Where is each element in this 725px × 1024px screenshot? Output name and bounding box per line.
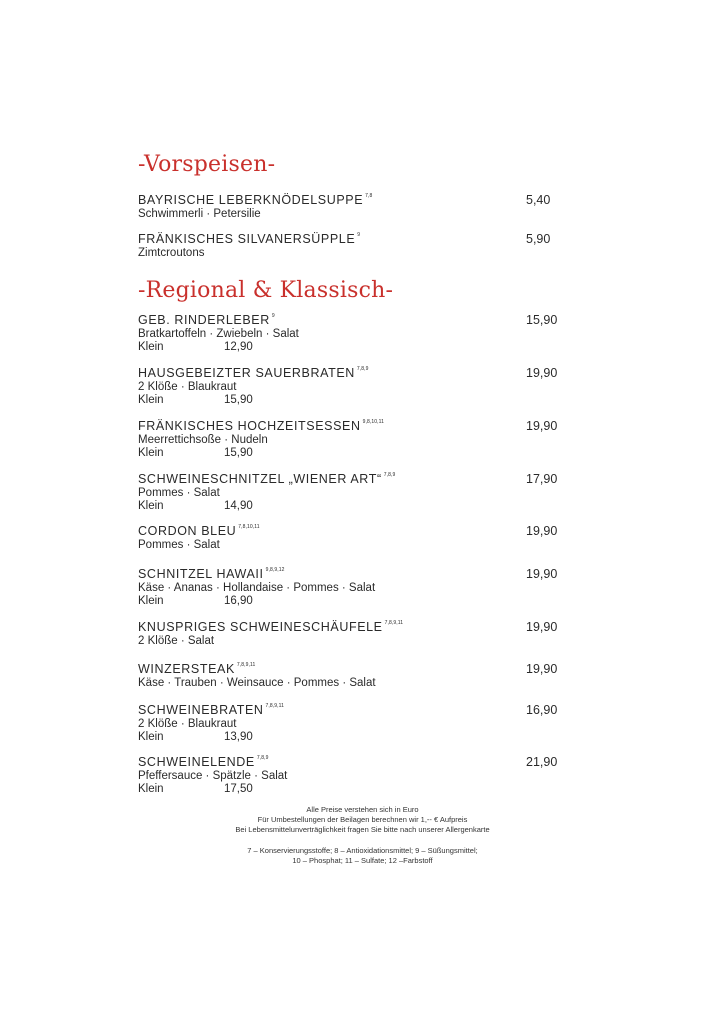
item-price: 21,90: [526, 755, 558, 769]
item-description: Pommes · Salat: [138, 487, 220, 499]
item-price: 5,90: [526, 232, 551, 246]
legend-line: 7 – Konservierungsstoffe; 8 – Antioxidationsmittel; 9 – Süßungsmittel;: [247, 846, 478, 855]
menu-item: [138, 472, 568, 512]
item-description: Bratkartoffeln · Zwiebeln · Salat: [138, 328, 299, 340]
item-description: Käse · Ananas · Hollandaise · Pommes · Salat: [138, 582, 376, 594]
item-description: 2 Klöße · Salat: [138, 635, 215, 647]
menu-item: [138, 620, 568, 647]
item-small-portion: [138, 341, 568, 353]
small-price: 14,90: [224, 500, 253, 512]
item-allergens: 9,8,10,11: [362, 419, 384, 425]
item-description: Schwimmerli · Petersilie: [138, 208, 261, 220]
menu-item: [138, 419, 568, 459]
item-allergens: 9: [357, 232, 361, 238]
small-price: 13,90: [224, 731, 253, 743]
menu-item: [138, 703, 568, 743]
small-price: 16,90: [224, 595, 253, 607]
item-price: 19,90: [526, 366, 558, 380]
item-price: 5,40: [526, 193, 551, 207]
item-description: Zimtcroutons: [138, 247, 205, 259]
item-name: SCHWEINEBRATEN: [138, 703, 264, 717]
item-small-portion: [138, 731, 568, 743]
item-allergens: 7,8,9: [256, 755, 269, 761]
item-name: SCHNITZEL HAWAII: [138, 567, 264, 581]
item-allergens: 7,8,9,11: [265, 703, 285, 709]
price-notes: [0, 805, 725, 835]
item-allergens: 7,8,10,11: [238, 524, 260, 530]
item-small-portion: [138, 595, 568, 607]
small-label: Klein: [138, 731, 164, 743]
item-name: WINZERSTEAK: [138, 662, 235, 676]
small-label: Klein: [138, 341, 164, 353]
item-small-portion: [138, 783, 568, 795]
item-price: 17,90: [526, 472, 558, 486]
menu-item: [138, 232, 568, 259]
item-allergens: 7,8,9: [356, 366, 369, 372]
item-name: SCHWEINESCHNITZEL „WIENER ART“: [138, 472, 382, 486]
item-name: BAYRISCHE LEBERKNÖDELSUPPE: [138, 193, 364, 207]
item-allergens: 7,8,9,11: [384, 620, 404, 626]
small-label: Klein: [138, 595, 164, 607]
item-name: HAUSGEBEIZTER SAUERBRATEN: [138, 366, 355, 380]
section-title-regional: -Regional & Klassisch-: [138, 278, 394, 303]
menu-item: [138, 313, 568, 353]
note-line: Alle Preise verstehen sich in Euro: [306, 805, 419, 814]
item-description: Meerrettichsoße · Nudeln: [138, 434, 268, 446]
menu-item: [138, 366, 568, 406]
item-name: FRÄNKISCHES HOCHZEITSESSEN: [138, 419, 361, 433]
item-price: 15,90: [526, 313, 558, 327]
item-description: 2 Klöße · Blaukraut: [138, 718, 237, 730]
item-small-portion: [138, 394, 568, 406]
small-price: 17,50: [224, 783, 253, 795]
small-price: 15,90: [224, 447, 253, 459]
small-price: 12,90: [224, 341, 253, 353]
menu-item: [138, 567, 568, 607]
allergen-legend: [0, 846, 725, 866]
item-description: Pfeffersauce · Spätzle · Salat: [138, 770, 288, 782]
note-line: Bei Lebensmittelunverträglichkeit fragen Sie bitte nach unserer Allergenkarte: [235, 825, 490, 834]
item-allergens: 7,8: [365, 193, 373, 199]
menu-item: [138, 524, 568, 551]
menu-item: [138, 662, 568, 689]
small-label: Klein: [138, 500, 164, 512]
item-name: SCHWEINELENDE: [138, 755, 255, 769]
item-allergens: 9,8,9,12: [265, 567, 285, 573]
small-label: Klein: [138, 783, 164, 795]
menu-item: [138, 755, 568, 795]
item-small-portion: [138, 500, 568, 512]
legend-line: 10 – Phosphat; 11 – Sulfate; 12 –Farbstoff: [292, 856, 433, 865]
item-price: 19,90: [526, 620, 558, 634]
item-small-portion: [138, 447, 568, 459]
item-price: 16,90: [526, 703, 558, 717]
item-name: KNUSPRIGES SCHWEINESCHÄUFELE: [138, 620, 383, 634]
item-name: GEB. RINDERLEBER: [138, 313, 270, 327]
item-description: Käse · Trauben · Weinsauce · Pommes · Salat: [138, 677, 376, 689]
item-description: 2 Klöße · Blaukraut: [138, 381, 237, 393]
item-price: 19,90: [526, 662, 558, 676]
item-description: Pommes · Salat: [138, 539, 220, 551]
item-name: CORDON BLEU: [138, 524, 237, 538]
item-name: FRÄNKISCHES SILVANERSÜPPLE: [138, 232, 356, 246]
item-allergens: 9: [271, 313, 275, 319]
small-label: Klein: [138, 447, 164, 459]
item-allergens: 7,8,9: [383, 472, 396, 478]
menu-item: [138, 193, 568, 220]
item-allergens: 7,8,9,11: [236, 662, 256, 668]
section-title-vorspeisen: -Vorspeisen-: [138, 152, 276, 177]
item-price: 19,90: [526, 567, 558, 581]
note-line: Für Umbestellungen der Beilagen berechnen wir 1,-- € Aufpreis: [257, 815, 468, 824]
small-price: 15,90: [224, 394, 253, 406]
small-label: Klein: [138, 394, 164, 406]
item-price: 19,90: [526, 524, 558, 538]
item-price: 19,90: [526, 419, 558, 433]
